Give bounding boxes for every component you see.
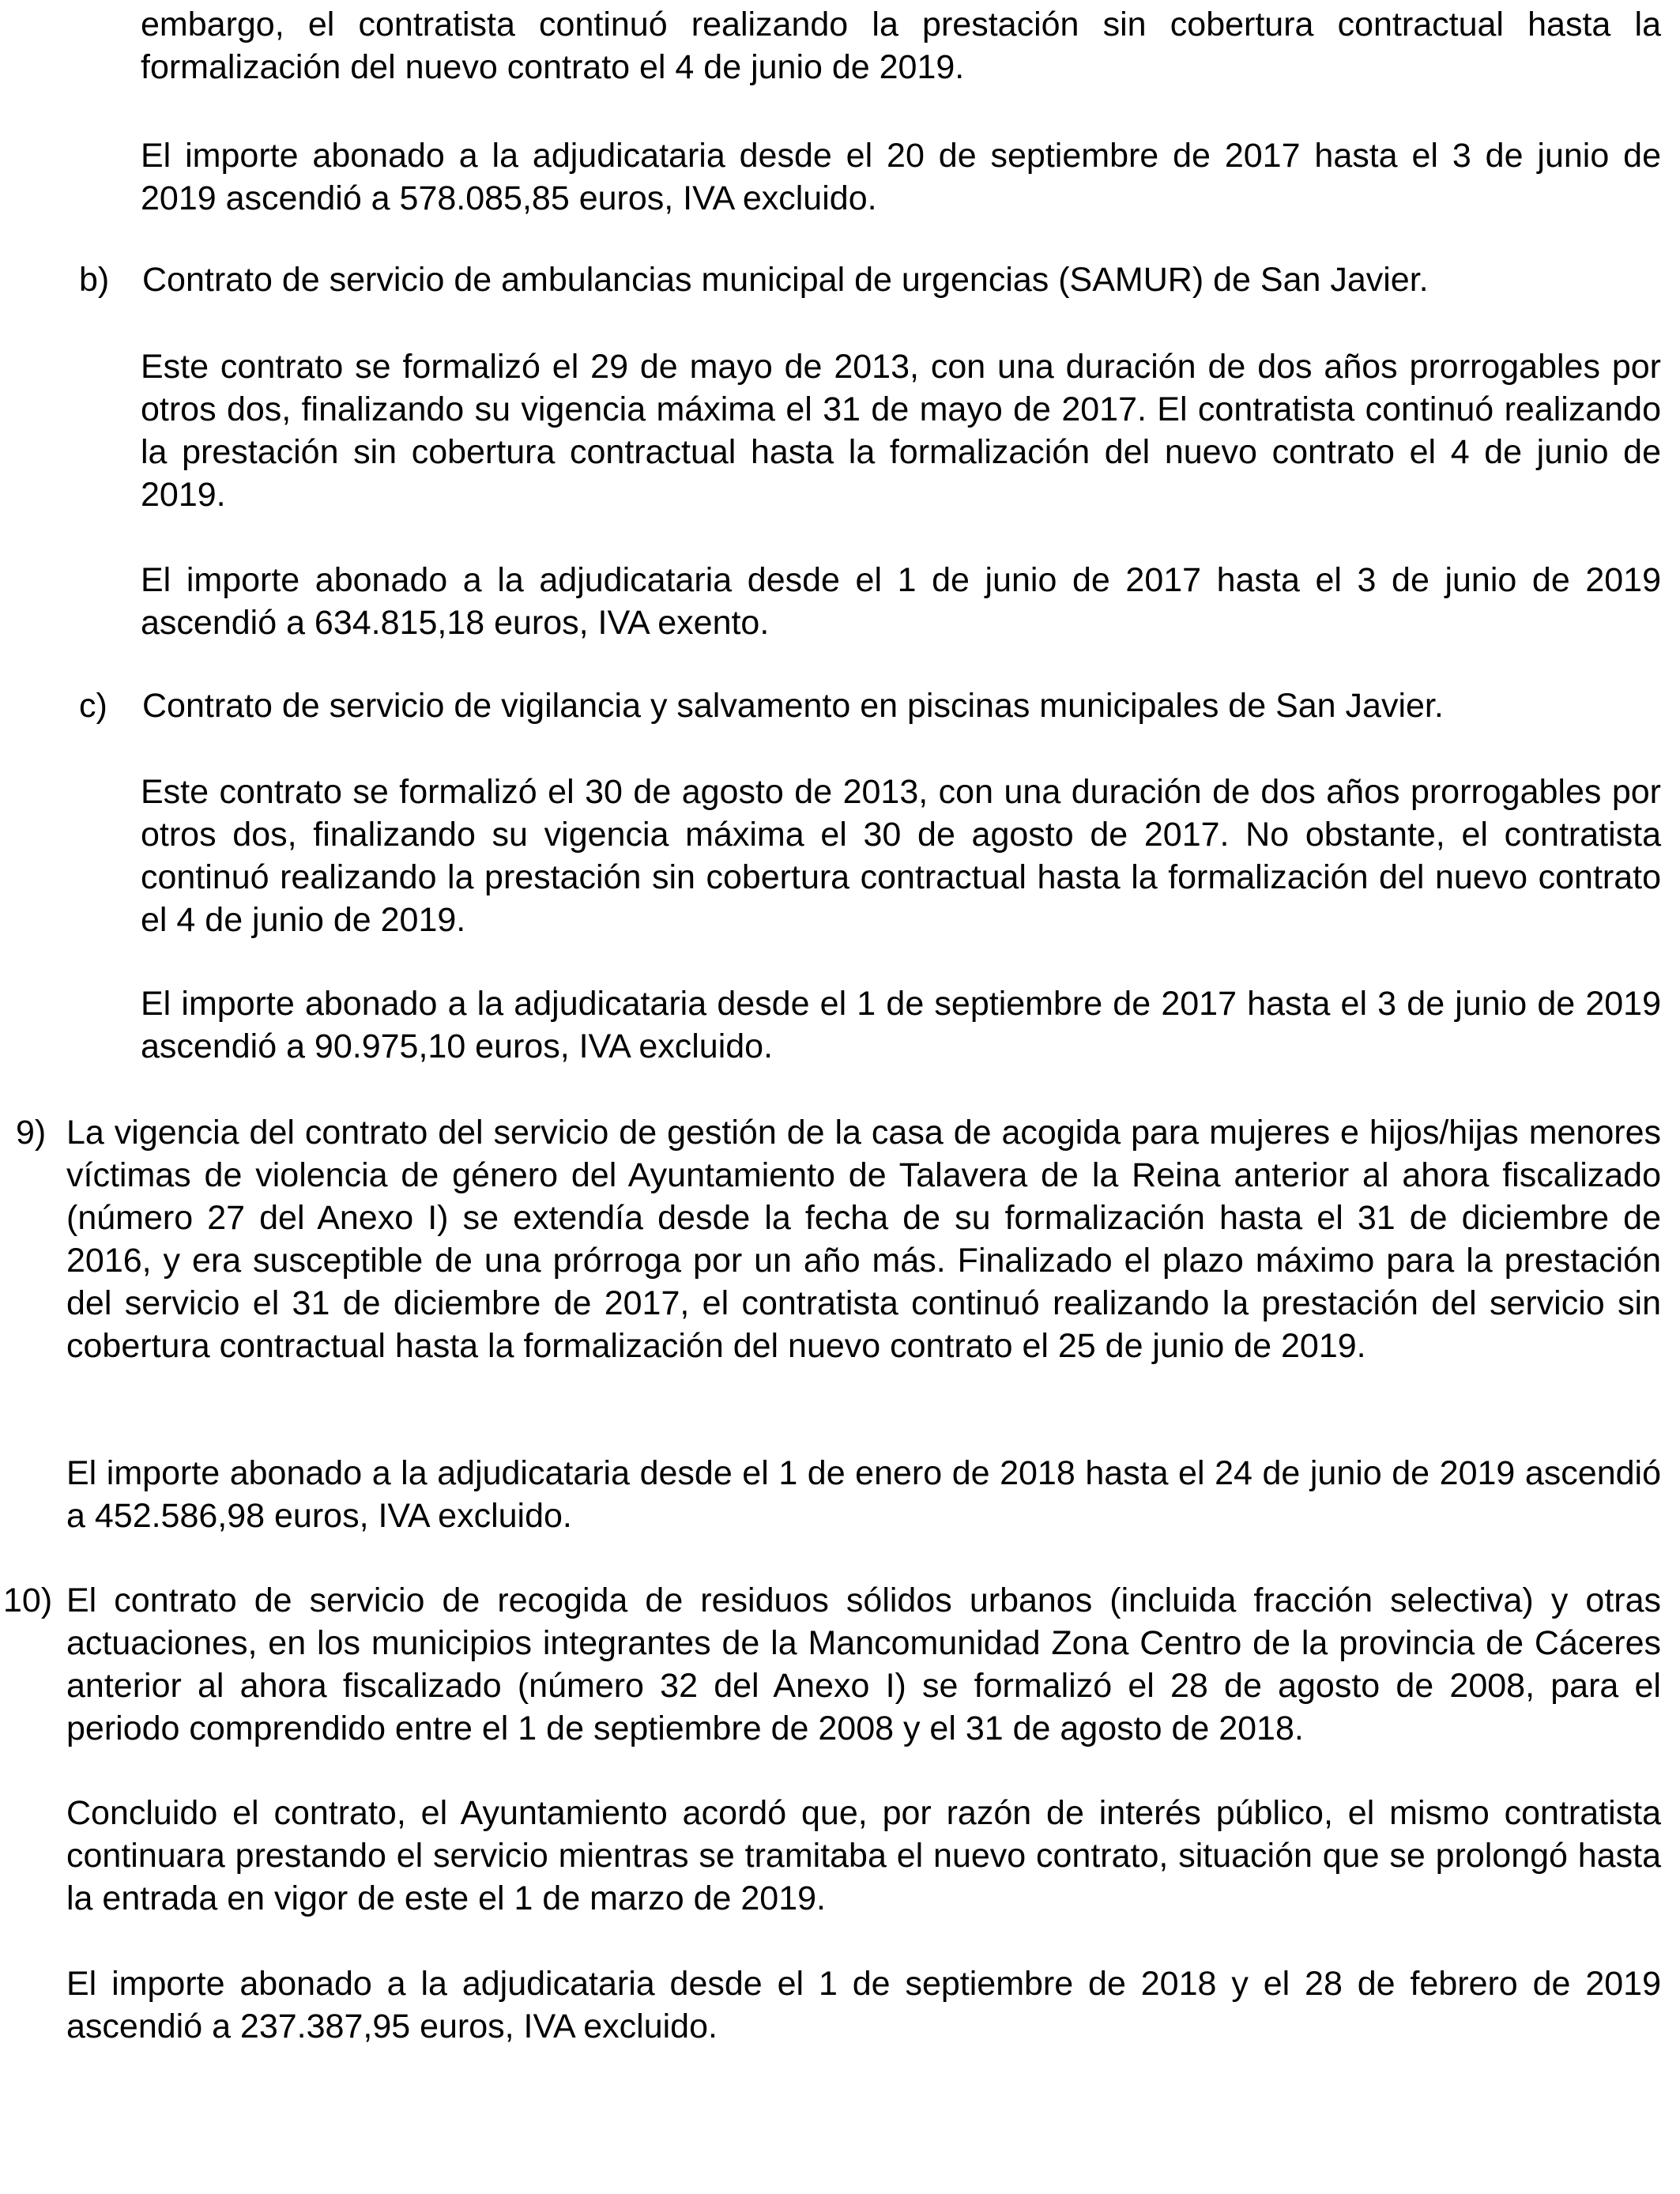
item-10-paragraph-1: El contrato de servicio de recogida de residuos sólidos urbanos (incluida fracción selectiva) y otras actuaciones, en los municipios integrantes de la Mancomunidad Zona Centro de la provincia de Cáceres anterior al ahora fiscalizado (número 32 del Anexo I) se formalizó el 28 de agosto de 2008, para el periodo comprendido entre el 1 de septiembre de 2008 y el 31 de agosto de 2018. bbox=[66, 1581, 1661, 1747]
item-9-paragraph-2: El importe abonado a la adjudicataria desde el 1 de enero de 2018 hasta el 24 de junio de 2019 ascendió a 452.586,98 euros, IVA excluido. bbox=[66, 1454, 1661, 1535]
item-c-paragraph-1: Este contrato se formalizó el 30 de agosto de 2013, con una duración de dos años prorrogables por otros dos, finalizando su vigencia máxima el 30 de agosto de 2017. No obstante, el contratista continuó realizando la prestación sin cobertura contractual hasta la formalización del nuevo contrato el 4 de junio de 2019. bbox=[141, 773, 1661, 939]
item-9-paragraph-1: La vigencia del contrato del servicio de gestión de la casa de acogida para mujeres e hijos/hijas menores víctimas de violencia de género del Ayuntamiento de Talavera de la Reina anterior al ahora fiscalizado (número 27 del Anexo I) se extendía desde la fecha de su formalización hasta el 31 de diciembre de 2016, y era susceptible de una prórroga por un año más. Finalizado el plazo máximo para la prestación del servicio el 31 de diciembre de 2017, el contratista continuó realizando la prestación del servicio sin cobertura contractual hasta la formalización del nuevo contrato el 25 de junio de 2019. bbox=[66, 1114, 1661, 1365]
item-c-label: c) bbox=[79, 687, 107, 725]
paragraph-a-continuation: embargo, el contratista continuó realizando la prestación sin cobertura contractual hasta la formalización del nuevo contrato el 4 de junio de 2019. bbox=[141, 6, 1661, 86]
paragraph-a-amount: El importe abonado a la adjudicataria desde el 20 de septiembre de 2017 hasta el 3 de junio de 2019 ascendió a 578.085,85 euros, IVA excluido. bbox=[141, 137, 1661, 217]
item-c-paragraph-2: El importe abonado a la adjudicataria desde el 1 de septiembre de 2017 hasta el 3 de junio de 2019 ascendió a 90.975,10 euros, IVA excluido. bbox=[141, 985, 1661, 1065]
item-9-label: 9) bbox=[16, 1114, 47, 1152]
item-10-label: 10) bbox=[3, 1581, 53, 1619]
item-10-paragraph-3: El importe abonado a la adjudicataria desde el 1 de septiembre de 2018 y el 28 de febrero de 2019 ascendió a 237.387,95 euros, IVA excluido. bbox=[66, 1965, 1661, 2045]
item-c-title: Contrato de servicio de vigilancia y salvamento en piscinas municipales de San Javier. bbox=[142, 687, 1444, 725]
item-b-label: b) bbox=[79, 261, 110, 299]
item-b-paragraph-1: Este contrato se formalizó el 29 de mayo de 2013, con una duración de dos años prorrogables por otros dos, finalizando su vigencia máxima el 31 de mayo de 2017. El contratista continuó realizando la prestación sin cobertura contractual hasta la formalización del nuevo contrato el 4 de junio de 2019. bbox=[141, 348, 1661, 514]
item-10-paragraph-2: Concluido el contrato, el Ayuntamiento acordó que, por razón de interés público, el mismo contratista continuara prestando el servicio mientras se tramitaba el nuevo contrato, situación que se prolongó hasta la entrada en vigor de este el 1 de marzo de 2019. bbox=[66, 1794, 1661, 1917]
item-b-paragraph-2: El importe abonado a la adjudicataria desde el 1 de junio de 2017 hasta el 3 de junio de 2019 ascendió a 634.815,18 euros, IVA exento. bbox=[141, 561, 1661, 642]
item-b-title: Contrato de servicio de ambulancias municipal de urgencias (SAMUR) de San Javier. bbox=[142, 261, 1429, 299]
